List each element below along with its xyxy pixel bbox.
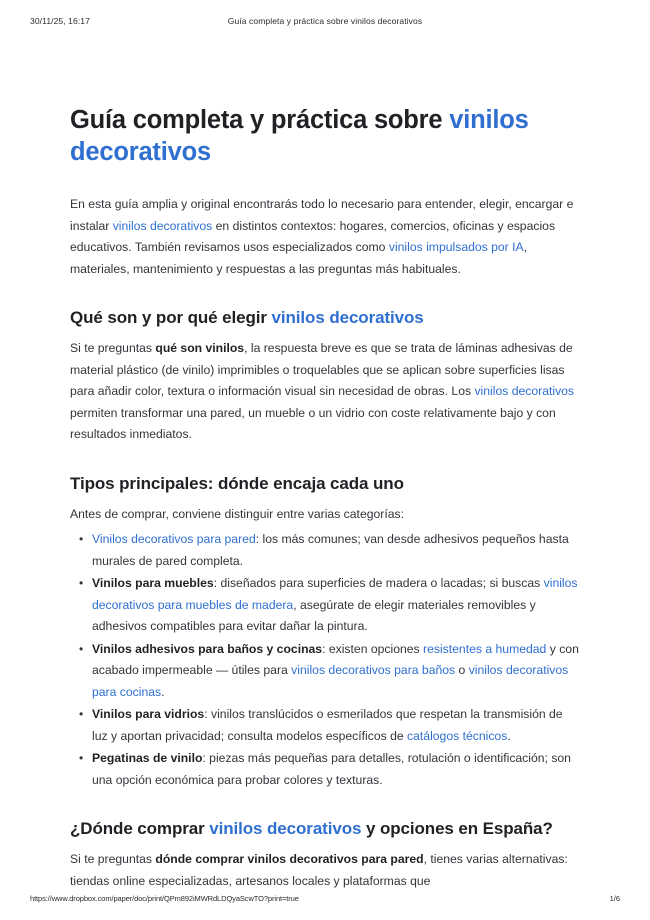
list-item-lead-bold: Vinilos para vidrios xyxy=(92,707,205,721)
list-item-text: : vinilos translúcidos o esmerilados que respetan la transmisión de luz y aportan privacidad; consulta modelos específicos de xyxy=(92,707,563,743)
section-heading-link[interactable]: vinilos decorativos xyxy=(271,308,424,327)
print-header-title: Guía completa y práctica sobre vinilos decorativos xyxy=(227,16,423,26)
link-vinilos-banos[interactable]: vinilos decorativos para baños xyxy=(291,663,456,677)
link-vinilos-decorativos-2[interactable]: vinilos decorativos xyxy=(474,384,575,398)
list-item xyxy=(92,529,580,572)
link-vinilos-para-pared[interactable]: Vinilos decorativos para pared xyxy=(92,532,256,546)
list-item-text: : diseñados para superficies de madera o lacadas; si buscas xyxy=(213,576,544,590)
list-item-text-2: y con acabado impermeable — útiles para xyxy=(92,641,579,677)
document-content xyxy=(70,104,580,896)
lead-text-1: En esta guía amplia y original encontrarás todo lo necesario para entender, elegir, encargar e instalar xyxy=(70,197,574,233)
section-heading-link-vinilos[interactable]: vinilos decorativos xyxy=(209,819,362,838)
para-bold-donde-comprar: dónde comprar vinilos decorativos para pared xyxy=(155,852,424,866)
para-text-3: permiten transformar una pared, un mueble o un vidrio con coste relativamente bajo y con resultados inmediatos. xyxy=(70,405,556,441)
page-title-plain: Guía completa y práctica sobre xyxy=(70,106,450,134)
para-text-2: , tienes varias alternativas: tiendas online especializadas, artesanos locales y plataformas que xyxy=(70,852,568,888)
list-item xyxy=(92,573,580,638)
section-heading-que-son xyxy=(70,306,580,329)
section-heading-plain-b: y opciones en España? xyxy=(361,819,553,838)
list-item-lead-bold: Vinilos para muebles xyxy=(92,576,214,590)
para-text-1: Si te preguntas xyxy=(70,852,156,866)
list-item-text-2: . xyxy=(507,728,511,743)
page-title-link[interactable]: vinilos decorativos xyxy=(70,106,529,166)
list-item-text: : existen opciones xyxy=(322,641,424,656)
para-bold-que-son-vinilos: qué son vinilos xyxy=(155,341,245,355)
link-vinilos-impulsados-por-ia[interactable]: vinilos impulsados por IA xyxy=(388,240,524,254)
lead-text-2: en distintos contextos: hogares, comercios, oficinas y espacios educativos. También revisamos usos especializados como xyxy=(70,218,556,254)
list-item-text-2: , asegúrate de elegir materiales removibles y adhesivos compatibles para evitar dañar la pintura. xyxy=(92,597,536,633)
link-vinilos-decorativos[interactable]: vinilos decorativos xyxy=(112,218,213,233)
print-footer-page-number: 1/6 xyxy=(609,894,620,903)
list-item xyxy=(92,639,580,704)
link-resistentes-a-humedad[interactable]: resistentes a humedad xyxy=(423,641,547,656)
print-footer xyxy=(0,894,650,906)
list-item-lead-bold: Pegatinas de vinilo xyxy=(92,751,203,765)
section-heading-plain-a: ¿Dónde comprar xyxy=(70,819,210,838)
list-item-text: : piezas más pequeñas para detalles, rotulación o identificación; son una opción económica para probar colores y texturas. xyxy=(92,751,571,787)
list-item-text: : los más comunes; van desde adhesivos pequeños hasta murales de pared completa. xyxy=(92,532,569,568)
section-paragraph-donde-comprar xyxy=(70,849,580,892)
page-title xyxy=(70,104,580,168)
list-item-text-3: o xyxy=(455,663,469,677)
section-heading-donde-comprar xyxy=(70,817,580,840)
print-header xyxy=(0,16,650,30)
print-footer-url: https://www.dropbox.com/paper/doc/print/QPm892iMWRdLDQyaScwTO?print=true xyxy=(30,894,299,903)
section-heading-tipos-text: Tipos principales: dónde encaja cada uno xyxy=(70,473,404,493)
section-intro-tipos: Antes de comprar, conviene distinguir entre varias categorías: xyxy=(70,506,404,521)
section-paragraph-que-son xyxy=(70,338,580,446)
types-list xyxy=(70,529,580,791)
list-item-lead-bold: Vinilos adhesivos para baños y cocinas xyxy=(92,641,323,656)
link-catalogos-tecnicos[interactable]: catálogos técnicos xyxy=(407,728,508,743)
lead-text-3: , materiales, mantenimiento y respuestas a las preguntas más habituales. xyxy=(70,240,528,276)
list-item xyxy=(92,748,580,791)
list-item xyxy=(92,704,580,747)
print-header-date: 30/11/25, 16:17 xyxy=(30,16,90,26)
link-vinilos-cocinas[interactable]: vinilos decorativos para cocinas xyxy=(92,663,569,699)
lead-paragraph xyxy=(70,194,580,280)
link-vinilos-muebles-madera[interactable]: vinilos decorativos para muebles de madera xyxy=(92,576,578,612)
section-heading-tipos xyxy=(70,472,580,495)
para-text-1: Si te preguntas xyxy=(70,341,156,355)
list-item-text-4: . xyxy=(161,684,165,699)
para-text-2: , la respuesta breve es que se trata de láminas adhesivas de material plástico (de vinilo) imprimibles o troquelables que se aplican sobre superficies lisas para añadir color, textura o información visual sin necesidad de obras. Los xyxy=(70,341,573,398)
section-heading-plain: Qué son y por qué elegir xyxy=(70,308,272,327)
